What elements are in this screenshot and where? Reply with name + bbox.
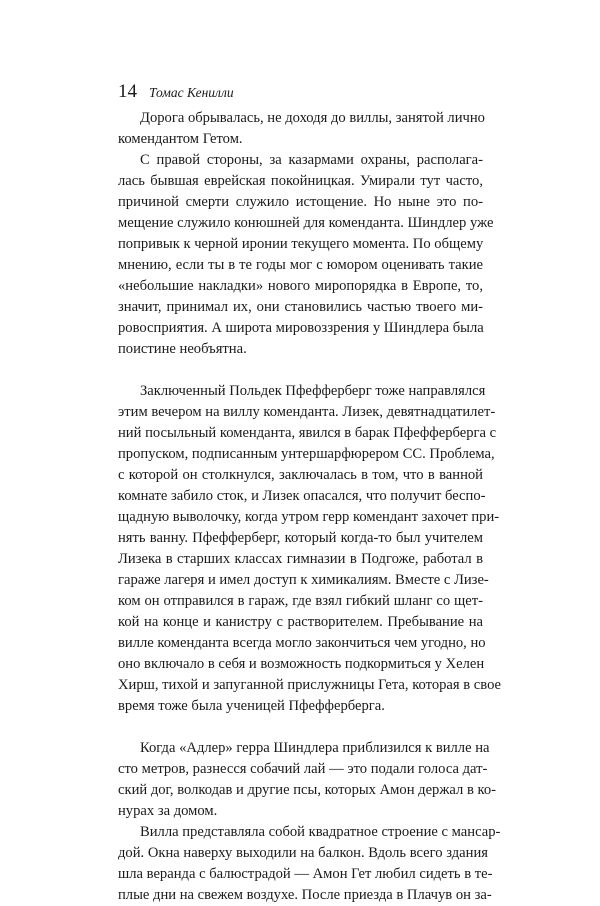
text-line: С правой стороны, за казармами охраны, располага- — [140, 152, 483, 168]
text-line: этим вечером на виллу коменданта. Лизек, девятнадцатилет- — [118, 404, 496, 420]
page-header — [118, 81, 234, 103]
section-break — [118, 360, 483, 381]
text-line: лась бывшая еврейская покойницкая. Умирали тут часто, — [118, 173, 483, 189]
text-line: ский дог, волкодав и другие псы, которых Амон держал в ко- — [118, 782, 497, 798]
running-title: Томас Кенилли — [149, 85, 234, 100]
body-text — [118, 108, 502, 906]
text-line: гараже лагеря и имел доступ к химикалиям. Вместе с Лизе- — [118, 572, 489, 588]
text-line: Заключенный Польдек Пфефферберг тоже направлялся — [140, 383, 486, 399]
text-line: значит, принимал их, они становились частью твоего ми- — [118, 299, 483, 315]
text-line: с которой он столкнулся, заключалась в том, что в ванной — [118, 467, 483, 483]
text-line: мнению, если ты в те годы мог с юмором оценивать такие — [118, 257, 483, 273]
text-line: комнате забило сток, и Лизек опасался, что получит беспо- — [118, 488, 486, 504]
text-line: время тоже была ученицей Пфефферберга. — [118, 698, 385, 714]
section-break — [118, 717, 483, 738]
text-line: нурах за домом. — [118, 803, 218, 819]
paragraph — [118, 150, 494, 360]
text-line: ровосприятия. А широта мировоззрения у Шиндлера была — [118, 320, 484, 336]
text-line: пропуском, подписанным унтершарфюрером СС. Проблема, — [118, 446, 495, 462]
page-number: 14 — [118, 81, 137, 102]
text-line: Лизека в старших классах гимназии в Подгоже, работал в — [118, 551, 483, 567]
text-line: ком он отправился в гараж, где взял гибкий шланг со щет- — [118, 593, 483, 609]
text-line: нять ванну. Пфефферберг, который когда-то был учителем — [118, 530, 483, 546]
text-line: Когда «Адлер» герра Шиндлера приблизился к вилле на — [140, 740, 490, 756]
text-line: «небольшие накладки» нового миропорядка в Европе, то, — [118, 278, 483, 294]
text-line: ний посыльный коменданта, явился в барак Пфефферберга с — [118, 425, 497, 441]
paragraph — [118, 822, 501, 906]
text-line: попривык к черной иронии текущего момента. По общему — [118, 236, 484, 252]
text-line: оно включало в себя и возможность подкормиться у Хелен — [118, 656, 485, 672]
text-line: Хирш, тихой и запуганной прислужницы Гета, которая в свое — [118, 677, 502, 693]
paragraph — [118, 738, 497, 822]
paragraph — [118, 108, 483, 150]
text-line: причиной смерти служило истощение. Но ныне это по- — [118, 194, 483, 210]
text-line: дой. Окна наверху выходили на балкон. Вдоль всего здания — [118, 845, 488, 861]
text-line: кой на конце и канистру с растворителем. Пребывание на — [118, 614, 483, 630]
text-line: сто метров, разнесся собачий лай — это подали голоса дат- — [118, 761, 488, 777]
text-line: поистине необъятна. — [118, 341, 247, 357]
text-line: комендантом Гетом. — [118, 131, 243, 147]
text-line: Дорога обрывалась, не доходя до виллы, занятой лично — [140, 110, 485, 126]
text-line: шла веранда с балюстрадой — Амон Гет любил сидеть в те- — [118, 866, 493, 882]
text-line: щадную выволочку, когда утром герр комендант захочет при- — [118, 509, 500, 525]
text-line: вилле коменданта всегда могло закончиться чем угодно, но — [118, 635, 486, 651]
text-line: Вилла представляла собой квадратное строение с мансар- — [140, 824, 501, 840]
text-line: плые дни на свежем воздухе. После приезда в Плачув он за- — [118, 887, 492, 903]
text-line: мещение служило конюшней для коменданта. Шиндлер уже — [118, 215, 494, 231]
paragraph — [118, 381, 502, 717]
